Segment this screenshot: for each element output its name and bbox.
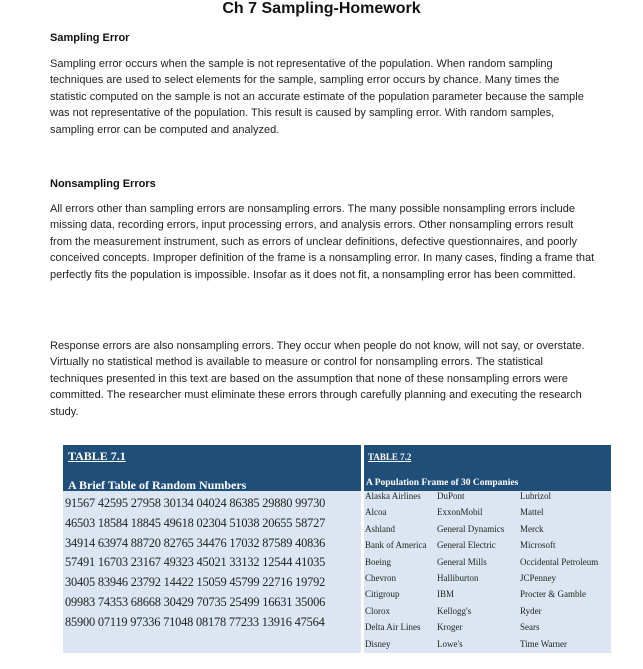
table-row	[364, 507, 598, 523]
company-cell: Clorox	[365, 605, 391, 616]
table-row	[364, 557, 598, 573]
company-cell: Microsoft	[520, 540, 556, 551]
paragraph-nonsampling-errors: All errors other than sampling errors are nonsampling errors. The many possible nonsampling errors include missing data, recording errors, input processing errors, and analysis errors. Other nonsampling errors result from the measurement instrument, such as errors of unclear definitions, defective questionnaires, and poorly conceived concepts. Improper definition of the frame is a nonsampling error. In many cases, finding a frame that perfectly fits the population is impossible. Insofar as it does not fit, a nonsampling error has been committed.	[50, 203, 595, 281]
table-row	[364, 639, 598, 655]
table-row	[364, 589, 598, 605]
table-row: 91567 42595 27958 30134 04024 86385 29880 99730	[65, 496, 326, 510]
table-row	[364, 606, 598, 622]
section-heading-nonsampling-errors: Nonsampling Errors	[50, 178, 156, 190]
company-cell: General Dynamics	[437, 523, 505, 534]
table-row: 85900 07119 97336 71048 08178 77233 13916 47564	[65, 614, 325, 629]
company-cell: General Mills	[437, 556, 487, 567]
company-cell: Ryder	[520, 605, 542, 616]
company-cell: Ashland	[365, 523, 395, 534]
company-cell: Boeing	[365, 556, 391, 567]
company-cell: Sears	[520, 622, 540, 633]
table-header	[364, 445, 611, 491]
table-label: TABLE 7.2	[368, 452, 412, 462]
table-body	[63, 491, 361, 633]
company-cell: Mattel	[520, 507, 544, 518]
section-heading-sampling-error: Sampling Error	[50, 32, 130, 44]
company-cell: JCPenney	[520, 572, 556, 583]
company-cell: Kroger	[437, 622, 463, 633]
table-row: 34914 63974 88720 82765 34476 17032 87589 40836	[65, 535, 326, 550]
page-title: Ch 7 Sampling-Homework	[222, 0, 421, 17]
table-row: 57491 16703 23167 49323 45021 33132 12544 41035	[65, 555, 326, 570]
company-cell: Alaska Airlines	[365, 491, 421, 501]
company-cell: Halliburton	[437, 572, 479, 583]
company-cell: Lubrizol	[520, 491, 551, 501]
table-row	[364, 622, 598, 638]
company-cell: ExxonMobil	[437, 507, 483, 518]
table-title: A Population Frame of 30 Companies	[366, 478, 519, 488]
table-row	[364, 524, 598, 540]
company-cell: Alcoa	[365, 507, 387, 518]
random-numbers-table	[63, 445, 361, 653]
company-cell: Bank of America	[365, 540, 427, 551]
company-cell: Merck	[520, 523, 544, 534]
company-cell: General Electric	[437, 540, 496, 551]
company-cell: Kellogg's	[437, 605, 472, 616]
table-row	[364, 573, 598, 589]
company-cell: Occidental Petroleum	[520, 556, 599, 567]
population-frame-table	[364, 445, 611, 653]
paragraph-sampling-error: Sampling error occurs when the sample is not representative of the population. When random sampling techniques are used to select elements for the sample, sampling error occurs by chance. Many times the statistic computed on the sample is not an accurate estimate of the population parameter because the sample was not representative of the population. This result is caused by sampling error. With random samples, sampling error can be computed and analyzed.	[50, 58, 584, 136]
table-row: 09983 74353 68668 30429 70735 25499 16631 35006	[65, 594, 326, 609]
table-row: 30405 83946 23792 14422 15059 45799 22716 19792	[65, 575, 326, 590]
company-cell: Citigroup	[365, 589, 400, 600]
table-row	[364, 491, 598, 507]
company-cell: Chevron	[365, 572, 396, 583]
company-cell: Procter & Gamble	[520, 589, 586, 600]
paragraph-response-errors: Response errors are also nonsampling errors. They occur when people do not know, will not say, or overstate. Virtually no statistical method is available to measure or control for nonsampling errors. The statistical techniques presented in this text are based on the assumption that none of these nonsampling errors were committed. The researcher must eliminate these errors through carefully planning and executing the research study.	[50, 340, 585, 418]
company-cell: Time Warner	[520, 638, 568, 649]
table-row	[364, 540, 598, 556]
table-row: 46503 18584 18845 49618 02304 51038 20655 58727	[65, 515, 326, 530]
company-cell: Lowe's	[437, 638, 463, 649]
company-table	[364, 491, 598, 655]
company-cell: IBM	[437, 589, 455, 600]
company-cell: Disney	[365, 638, 391, 649]
table-title: A Brief Table of Random Numbers	[68, 478, 247, 492]
company-cell: DuPont	[437, 491, 465, 501]
table-label: TABLE 7.1	[68, 449, 126, 463]
table-header	[63, 445, 361, 491]
company-cell: Delta Air Lines	[365, 622, 421, 633]
